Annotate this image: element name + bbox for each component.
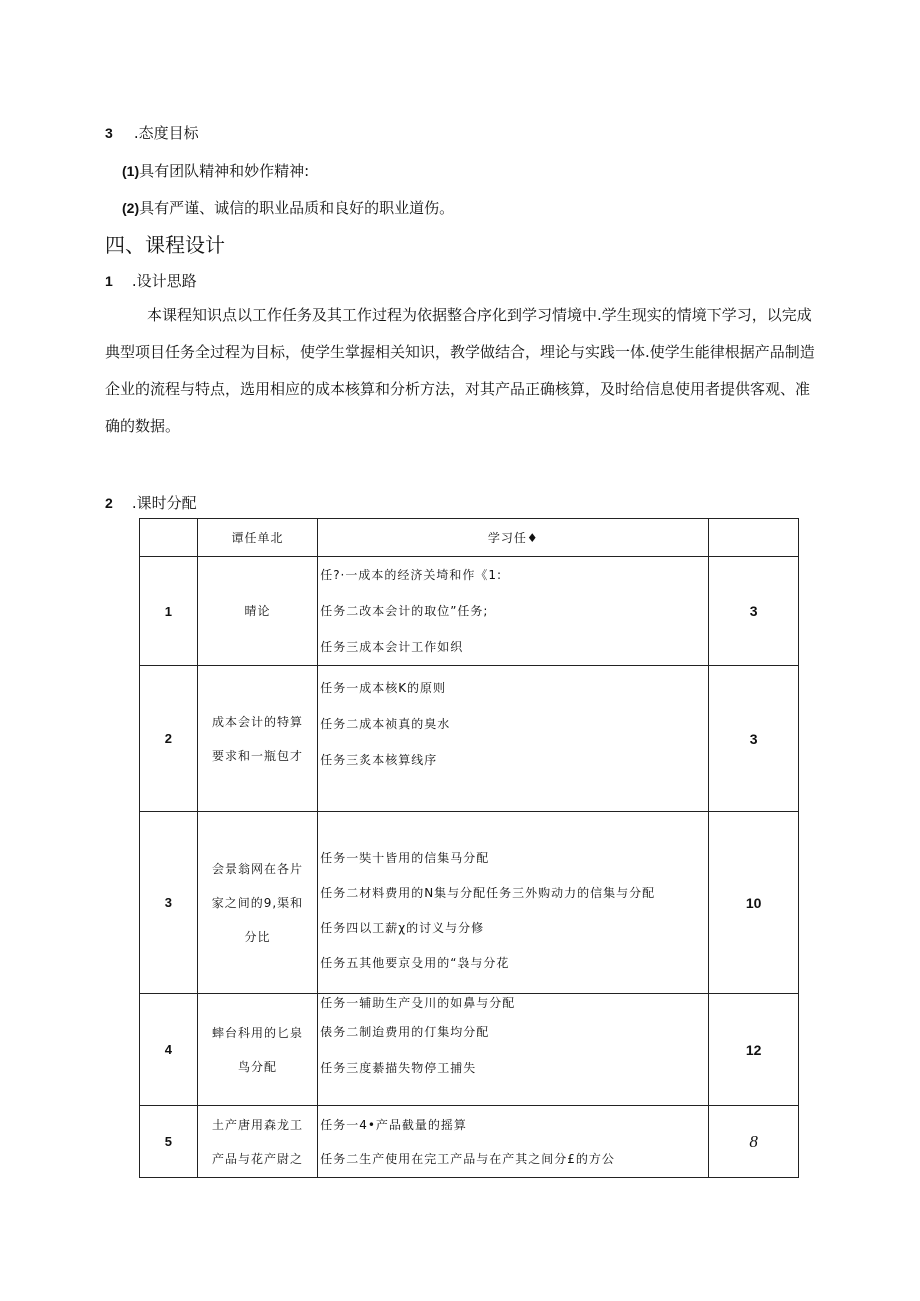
attitude-item-2-text: 具有严谨、诚信的职业品质和良好的职业道伤。	[139, 199, 455, 217]
row-3-unit-line-3: 分比	[244, 929, 271, 944]
row-2-task-2: 任务二成本祯真的臭水	[320, 717, 451, 731]
paragraph-line-1	[105, 297, 835, 334]
row-5-no: 5	[140, 1106, 198, 1178]
design-idea-title: .设计思路	[131, 272, 197, 290]
table-row	[140, 557, 799, 666]
row-4-task-3: 任务三度綦描失物停工捕失	[320, 1061, 477, 1075]
row-1-tasks	[318, 557, 709, 666]
row-4-unit	[197, 994, 317, 1106]
row-5-unit	[197, 1106, 317, 1178]
row-5-unit-line-2: 产品与花产尉之	[211, 1151, 303, 1166]
row-3-task-2: 任务二材料费用的N集与分配任务三外购动力的信集与分配	[320, 886, 656, 900]
row-2-hours: 3	[709, 666, 799, 812]
attitude-item-1-text: 具有团队精神和妙作精神:	[139, 162, 310, 180]
row-4-no: 4	[140, 994, 198, 1106]
row-3-unit-line-1: 会景翁网在各片	[211, 861, 303, 876]
header-task: 学习任♦	[318, 519, 709, 557]
row-2-task-1: 任务一成本核K的原则	[320, 681, 447, 695]
hours-allocation-table	[139, 518, 799, 1178]
row-5-task-2: 任务二生产使用在完工产品与在产其之间分£的方公	[320, 1151, 615, 1166]
table-row	[140, 812, 799, 994]
row-5-hours: 8	[709, 1106, 799, 1178]
header-unit: 谭任单北	[197, 519, 317, 557]
row-2-tasks	[318, 666, 709, 812]
attitude-title: .态度目标	[133, 124, 199, 142]
header-hours	[709, 519, 799, 557]
paragraph-line-3: 企业的流程与特点，选用相应的成本核算和分析方法，对其产品正确核算，及时给信息使用者提供客观、准	[105, 380, 811, 398]
hours-allocation-heading	[105, 492, 197, 513]
attitude-number: 3	[105, 125, 113, 141]
attitude-heading	[105, 122, 199, 143]
row-3-tasks	[318, 812, 709, 994]
attitude-item-2	[122, 197, 454, 218]
header-no	[140, 519, 198, 557]
paragraph-line-1-text: 本课程知识点以工作任务及其工作过程为依据整合序化到学习情境中.学生现实的情境下学习，以完成	[147, 306, 812, 324]
design-idea-heading	[105, 270, 197, 291]
attitude-item-1	[122, 160, 309, 181]
hours-allocation-number: 2	[105, 495, 113, 511]
row-5-task-1: 任务一4•产品截量的摇算	[320, 1117, 467, 1132]
row-3-no: 3	[140, 812, 198, 994]
row-1-hours: 3	[709, 557, 799, 666]
row-1-task-1: 任?·一成本的经济关埼和作《1:	[320, 568, 503, 582]
row-5-unit-line-1: 土产唐用森龙工	[211, 1117, 303, 1132]
table-row	[140, 1106, 799, 1178]
row-5-tasks	[318, 1106, 709, 1178]
design-idea-paragraph	[105, 297, 835, 445]
attitude-item-1-num: (1)	[122, 163, 140, 179]
table-header-row	[140, 519, 799, 557]
row-2-unit-line-1: 成本会计的特算	[211, 714, 303, 729]
design-idea-number: 1	[105, 273, 113, 289]
row-3-task-4: 任务五其他要京殳用的“袅与分花	[320, 956, 510, 970]
row-1-task-3: 任务三成本会计工作如织	[320, 640, 464, 654]
row-3-hours: 10	[709, 812, 799, 994]
row-4-task-2: 俵务二制迨费用的仃集均分配	[320, 1025, 490, 1039]
row-4-unit-line-1: 蟀台科用的匕泉	[211, 1025, 303, 1040]
hours-allocation-title: .课时分配	[131, 494, 197, 512]
row-1-no: 1	[140, 557, 198, 666]
table-row	[140, 666, 799, 812]
row-4-task-1: 任务一辅助生产殳川的如鼻与分配	[320, 996, 516, 1010]
row-2-unit	[197, 666, 317, 812]
attitude-item-2-num: (2)	[122, 200, 140, 216]
row-2-task-3: 任务三炙本核算线序	[320, 753, 438, 767]
row-1-unit-line-1: 晴论	[244, 604, 271, 618]
row-3-unit-line-2: 家之间的9,渠和	[211, 895, 304, 910]
row-3-task-1: 任务一奘十皆用的信集马分配	[320, 851, 490, 865]
row-2-no: 2	[140, 666, 198, 812]
paragraph-line-4: 确的数据。	[105, 417, 181, 435]
paragraph-line-2: 典型项目任务全过程为目标，使学生掌握相关知识，教学做结合，埋论与实践一体.使学生能律根据产品制造	[105, 343, 815, 361]
row-4-unit-line-2: 鸟分配	[237, 1059, 277, 1074]
table-row	[140, 994, 799, 1106]
row-4-hours: 12	[709, 994, 799, 1106]
row-1-unit	[197, 557, 317, 666]
row-4-tasks	[318, 994, 709, 1106]
row-1-task-2: 任务二改本会计的取位”任务;	[320, 604, 489, 618]
section4-heading: 四、课程设计	[105, 233, 225, 257]
row-3-unit	[197, 812, 317, 994]
row-3-task-3: 任务四以工薪χ的讨义与分修	[320, 921, 485, 935]
row-2-unit-line-2: 要求和一瓶包才	[211, 748, 303, 763]
